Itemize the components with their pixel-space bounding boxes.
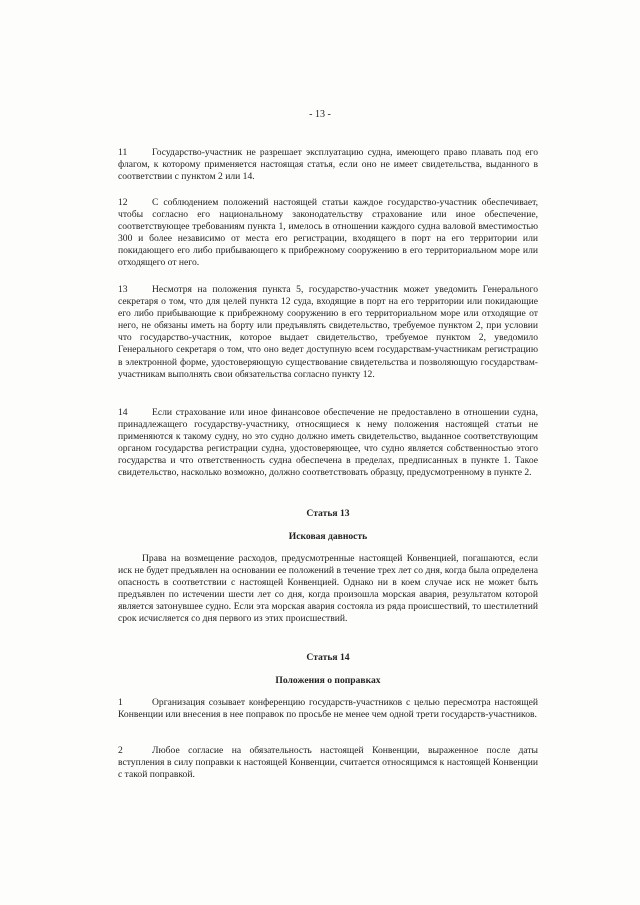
article-14-paragraph-1 bbox=[118, 697, 538, 721]
paragraph-text: Государство-участник не разрешает эксплуатацию судна, имеющего право плавать под его флагом, к которому применяется настоящая статья, если оно не имеет свидетельства, выданного в соответствии с пунктом 2 или 14. bbox=[118, 147, 538, 183]
paragraph-14 bbox=[118, 407, 538, 480]
paragraph-text: Любое согласие на обязательность настоящей Конвенции, выраженное после даты вступления в силу поправки к настоящей Конвенции, считается относящимся к настоящей Конвенции с такой поправкой. bbox=[118, 745, 538, 781]
article-14-paragraph-2 bbox=[118, 745, 538, 781]
paragraph-text: Несмотря на положения пункта 5, государство-участник может уведомить Генерального секретаря о том, что для целей пункта 12 суда, входящие в порт на его территории или покидающие его либо прибывающие к прибрежному сооружению в его территориальном море или отходящие от него, не обязаны иметь на борту или предъявлять свидетельство, требуемое пунктом 2, при условии что государство-участник, которое выдает свидетельство, требуемое пунктом 2, уведомило Генерального секретаря о том, что оно ведет доступную всем государствам-участникам регистрацию в электронной форме, удостоверяющую существование свидетельства и позволяющую государствам-участникам выполнять свои обязательства согласно пункту 12. bbox=[118, 284, 538, 380]
article-13-text: Права на возмещение расходов, предусмотренные настоящей Конвенцией, погашаются, если иск не будет предъявлен на основании ее положений в течение трех лет со дня, когда была определена опасность в соответствии с настоящей Конвенцией. Однако ни в коем случае иск не может быть предъявлен по истечении шести лет со дня, когда произошла морская авария, результатом которой является затонувшее судно. Если эта морская авария состояла из ряда происшествий, то шестилетний срок исчисляется со дня первого из этих происшествий. bbox=[118, 553, 538, 625]
paragraph-text: С соблюдением положений настоящей статьи каждое государство-участник обеспечивает, чтобы согласно его национальному законодательству страхование или иное обеспечение, соответствующее требованиям пункта 1, имелось в отношении каждого судна валовой вместимостью 300 и более независимо от места его регистрации, входящего в порт на его территории или покидающего его либо прибывающего к прибрежному сооружению в его территориальном море или отходящего от него. bbox=[118, 197, 538, 269]
paragraph-text: Организация созывает конференцию государств-участников с целью пересмотра настоящей Конвенции или внесения в нее поправок по просьбе не менее чем одной трети государств-участников. bbox=[118, 697, 538, 721]
page-number: - 13 - bbox=[309, 109, 331, 120]
paragraph-number: 14 bbox=[118, 407, 128, 418]
paragraph-12 bbox=[118, 197, 538, 270]
paragraph-text: Если страхование или иное финансовое обеспечение не предоставлено в отношении судна, принадлежащего государству-участнику, относящиеся к нему положения настоящей статьи не применяются к такому судну, но это судно должно иметь свидетельство, выданное соответствующим органом государства регистрации судна, удостоверяющее, что судно является собственностью этого государства и что ответственность судна обеспечена в пределах, предписанных в пункте 1. Такое свидетельство, насколько возможно, должно соответствовать образцу, предусмотренному в пункте 2. bbox=[118, 407, 538, 479]
paragraph-number: 2 bbox=[118, 745, 123, 756]
article-13-title: Статья 13 bbox=[306, 508, 350, 519]
article-14-title: Статья 14 bbox=[306, 652, 350, 663]
paragraph-number: 11 bbox=[118, 147, 128, 158]
paragraph-number: 13 bbox=[118, 284, 128, 295]
article-14-subtitle: Положения о поправках bbox=[275, 675, 381, 686]
paragraph-13 bbox=[118, 284, 538, 381]
paragraph-11 bbox=[118, 147, 538, 183]
paragraph-number: 1 bbox=[118, 697, 123, 708]
paragraph-number: 12 bbox=[118, 197, 128, 208]
article-13-subtitle: Исковая давность bbox=[288, 531, 368, 542]
